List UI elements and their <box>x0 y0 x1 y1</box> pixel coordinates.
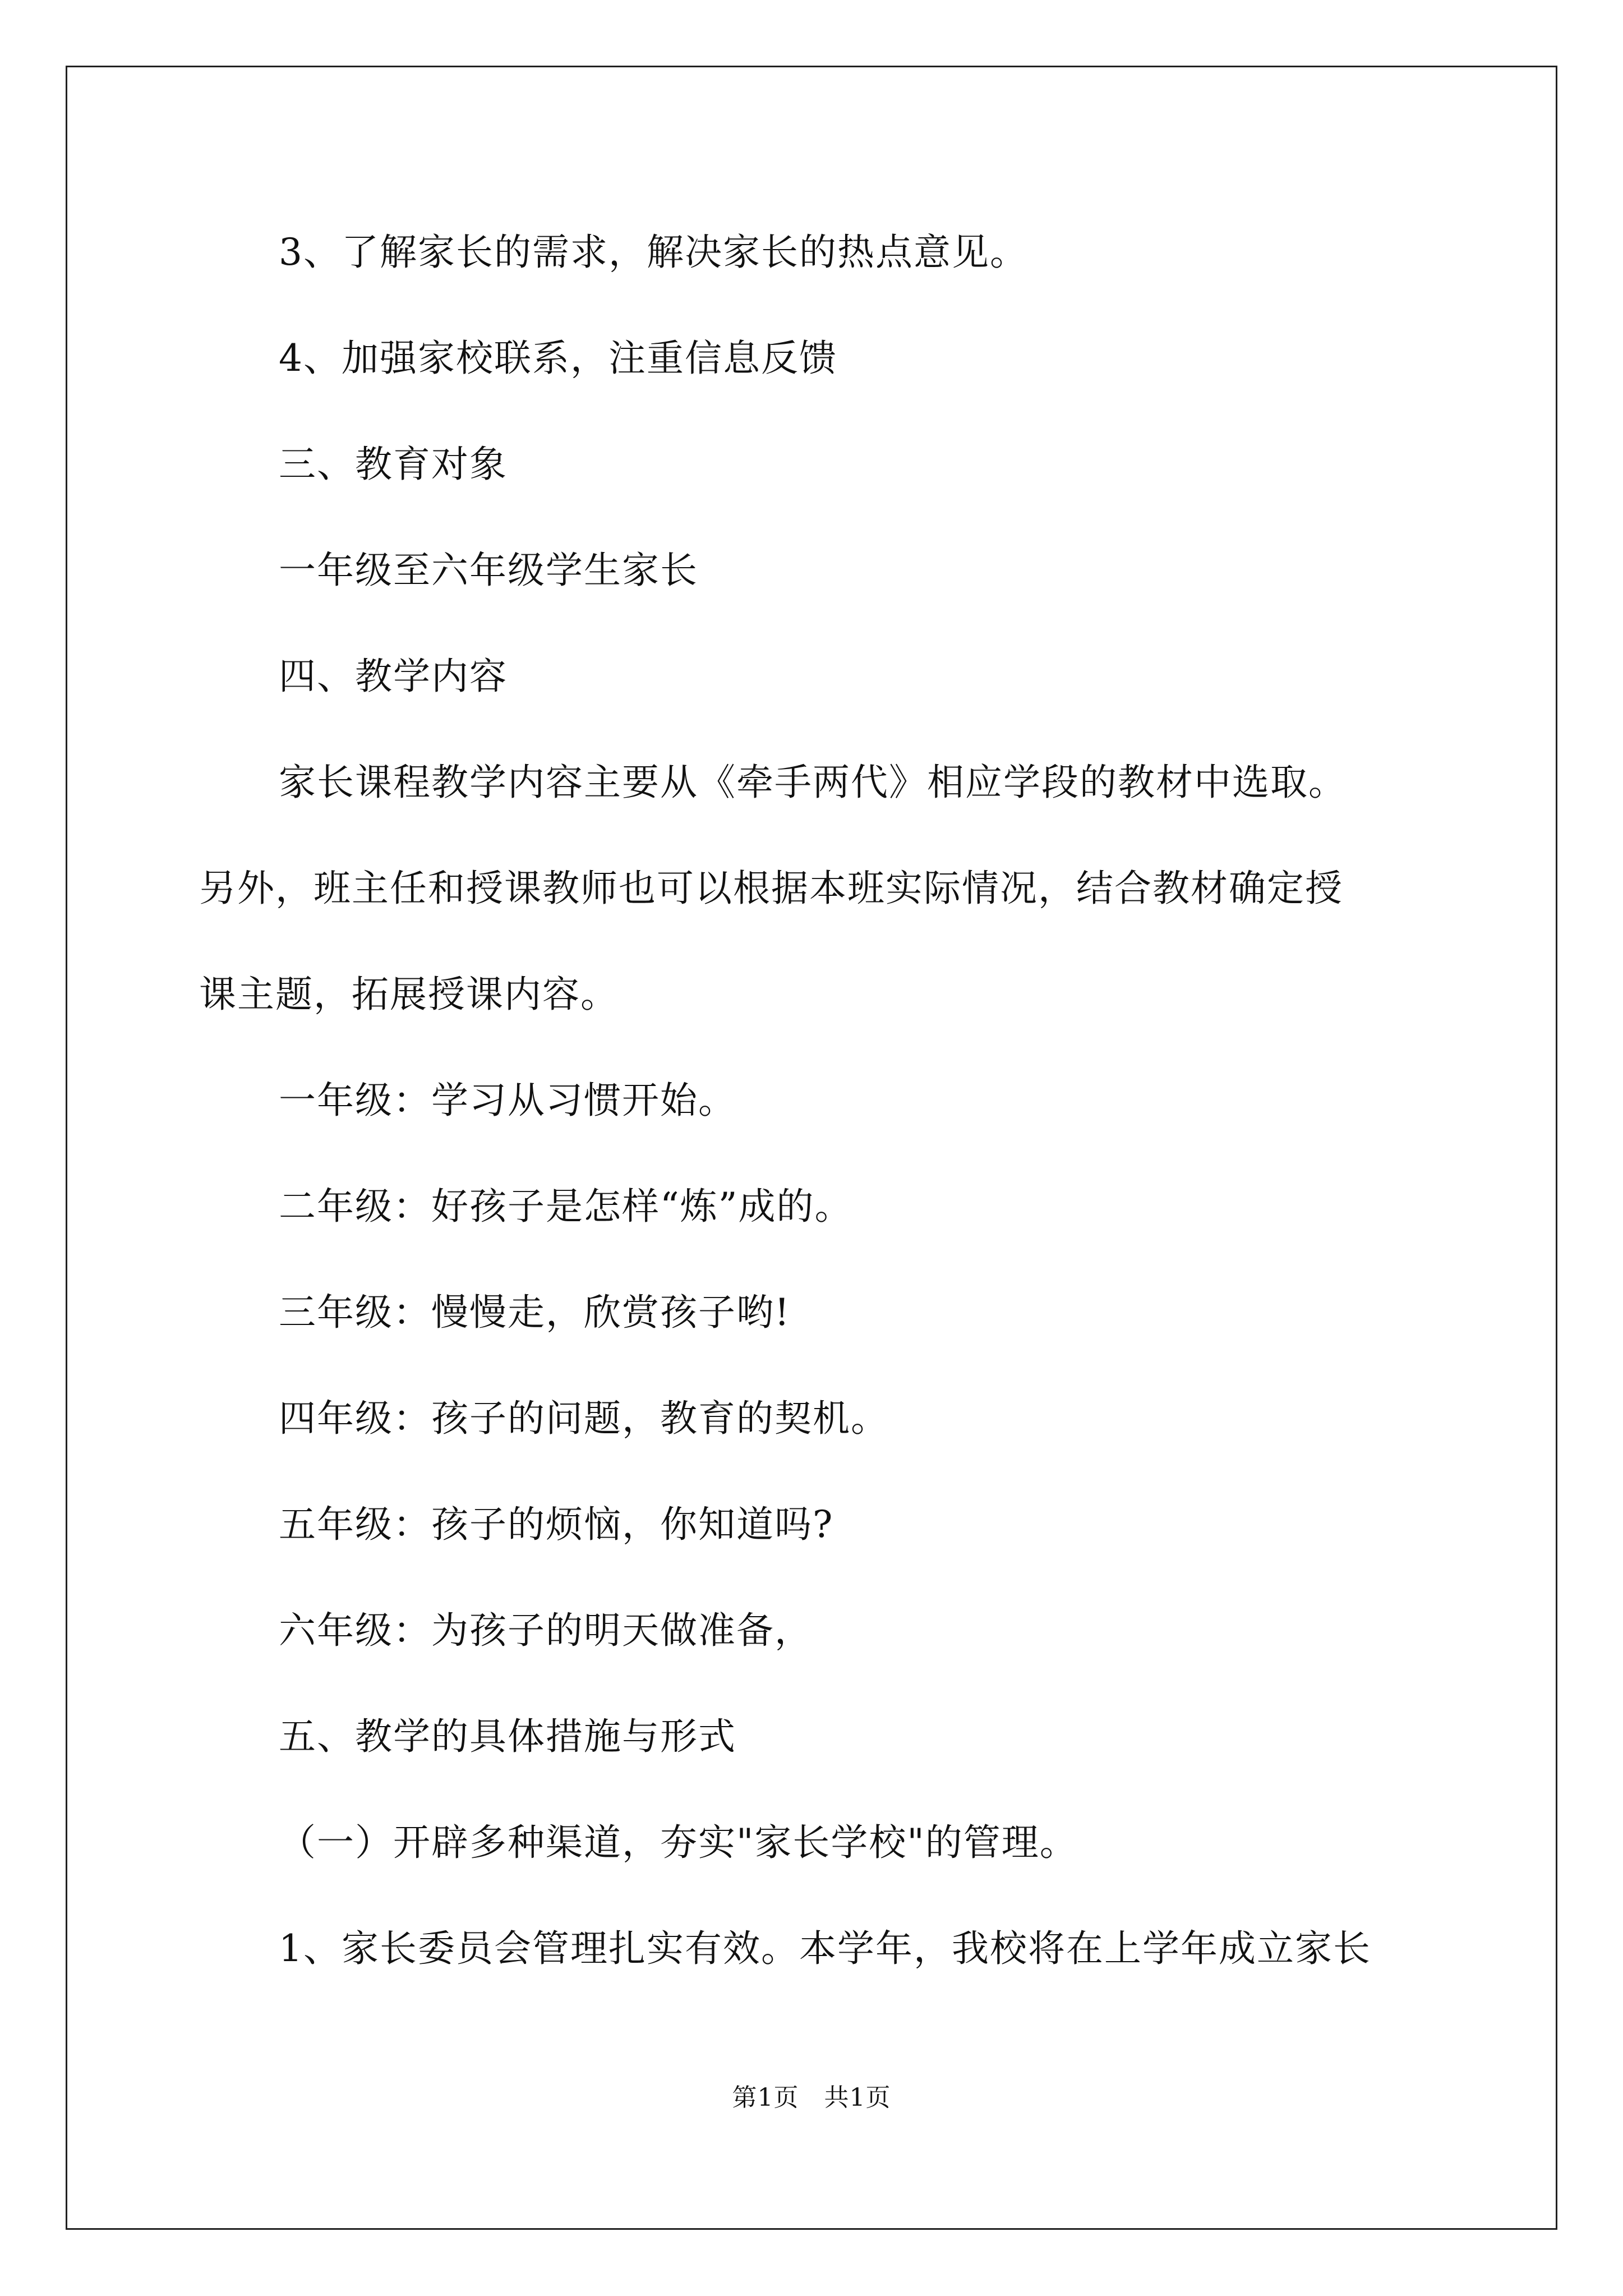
text-line-8: 课主题，拓展授课内容。 <box>199 973 619 1016</box>
grade-1-topic: 一年级：学习从习惯开始。 <box>279 1079 736 1122</box>
text-line-6: 家长课程教学内容主要从《牵手两代》相应学段的教材中选取。 <box>279 761 1347 804</box>
grade-2-topic: 二年级：好孩子是怎样“炼”成的。 <box>279 1185 853 1228</box>
section-heading-education-target: 三、教育对象 <box>279 443 508 486</box>
grade-6-topic: 六年级：为孩子的明天做准备， <box>279 1609 813 1652</box>
section-heading-measures: 五、教学的具体措施与形式 <box>279 1715 736 1758</box>
section-heading-teaching-content: 四、教学内容 <box>279 655 508 698</box>
grade-5-topic: 五年级：孩子的烦恼，你知道吗? <box>279 1503 834 1546</box>
text-line-2: 4、加强家校联系，注重信息反馈 <box>279 337 837 380</box>
text-line-17: 1、家长委员会管理扎实有效。本学年，我校将在上学年成立家长 <box>279 1927 1371 1970</box>
grade-4-topic: 四年级：孩子的问题，教育的契机。 <box>279 1397 889 1440</box>
page-footer: 第1页 共1页 <box>732 2083 891 2112</box>
text-line-1: 3、了解家长的需求，解决家长的热点意见。 <box>279 231 1028 274</box>
text-line-4: 一年级至六年级学生家长 <box>279 549 698 592</box>
text-line-7: 另外，班主任和授课教师也可以根据本班实际情况，结合教材确定授 <box>199 867 1343 910</box>
grade-3-topic: 三年级：慢慢走，欣赏孩子哟! <box>279 1291 791 1334</box>
subsection-heading-1: （一）开辟多种渠道，夯实"家长学校"的管理。 <box>279 1821 1078 1864</box>
